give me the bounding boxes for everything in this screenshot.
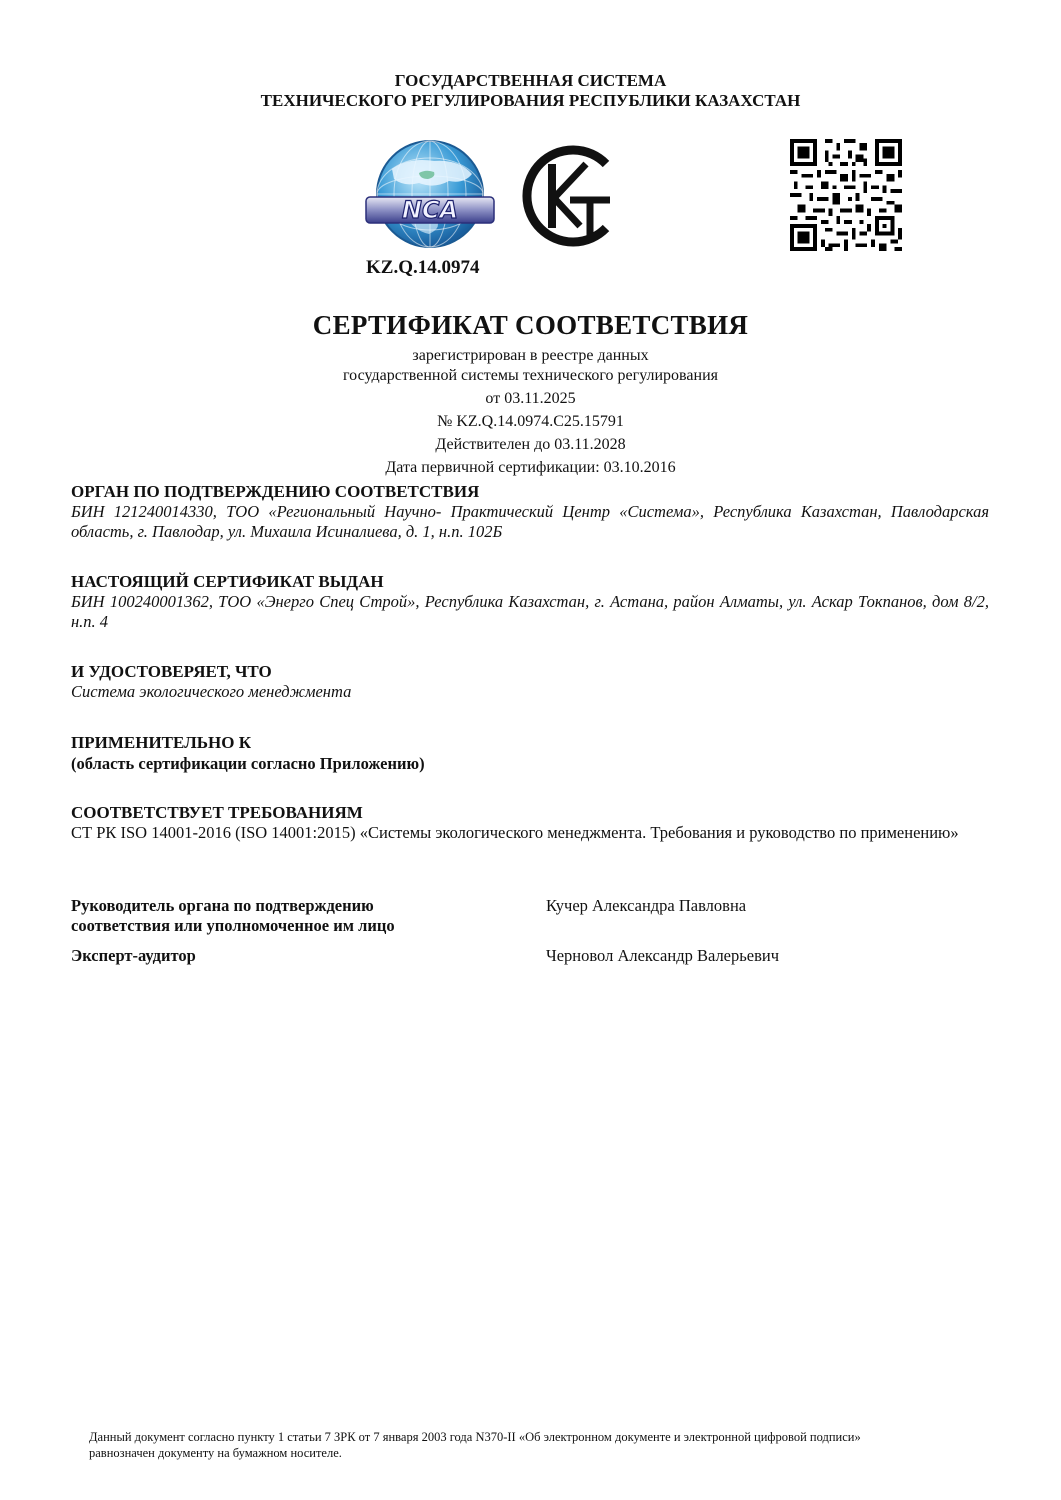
nca-logo-text: NCA [401,196,459,224]
registration-date: от 03.11.2025 [485,390,576,407]
valid-until: Действителен до 03.11.2028 [435,436,626,453]
issued-to-heading: НАСТОЯЩИЙ СЕРТИФИКАТ ВЫДАН [71,572,384,591]
footer-line-1: Данный документ согласно пункту 1 статьи 7 ЗРК от 7 января 2003 года N370-II «Об электронном документе и электронной цифровой подписи» [89,1430,861,1444]
certificate-number: № KZ.Q.14.0974.C25.15791 [437,413,624,430]
complies-heading: СООТВЕТСТВУЕТ ТРЕБОВАНИЯМ [71,803,363,822]
head-role-line-2: соответствия или уполномоченное им лицо [71,916,395,935]
registered-line-1: зарегистрирован в реестре данных [412,347,649,364]
applicable-heading: ПРИМЕНИТЕЛЬНО К [71,733,252,752]
auditor-role: Эксперт-аудитор [71,946,196,965]
head-role [71,896,511,936]
certifies-text: Система экологического менеджмента [71,682,352,701]
legal-footer [89,1429,989,1461]
complies-text: СТ РК ISO 14001-2016 (ISO 14001:2015) «Системы экологического менеджмента. Требования и руководство по применению» [71,823,959,842]
head-role-line-1: Руководитель органа по подтверждению [71,896,374,915]
certifies-section [71,661,989,702]
issued-to-text: БИН 100240001362, ТОО «Энерго Спец Строй», Республика Казахстан, г. Астана, район Алматы, ул. Аскар Токпанов, дом 8/2, н.п. 4 [71,592,989,631]
qr-code-icon [790,139,902,251]
registration-code: KZ.Q.14.0974 [366,257,480,278]
head-name: Кучер Александра Павловна [546,896,747,915]
applicable-text: (область сертификации согласно Приложению) [71,754,425,773]
complies-section [71,802,989,843]
certification-body-section [71,481,989,542]
issued-to-section [71,571,989,632]
certifies-heading: И УДОСТОВЕРЯЕТ, ЧТО [71,662,272,681]
footer-line-2: равнозначен документу на бумажном носителе. [89,1446,342,1460]
registered-line-2: государственной системы технического регулирования [343,367,718,384]
header-line-2: ТЕХНИЧЕСКОГО РЕГУЛИРОВАНИЯ РЕСПУБЛИКИ КАЗАХСТАН [260,91,801,110]
nca-globe-logo [364,139,496,253]
auditor-name: Черновол Александр Валерьевич [546,946,780,965]
primary-certification-date: Дата первичной сертификации: 03.10.2016 [385,459,676,476]
certification-body-text: БИН 121240014330, ТОО «Региональный Научно- Практический Центр «Система», Республика Казахстан, Павлодарская область, г. Павлодар, ул. Михаила Исиналиева, д. 1, н.п. 102Б [71,502,989,541]
certificate-title: СЕРТИФИКАТ СООТВЕТСТВИЯ [312,310,749,340]
header-line-1: ГОСУДАРСТВЕННАЯ СИСТЕМА [394,71,667,90]
applicable-section [71,732,989,774]
certification-body-heading: ОРГАН ПО ПОДТВЕРЖДЕНИЮ СООТВЕТСТВИЯ [71,482,480,501]
kg-conformity-mark [514,142,616,250]
